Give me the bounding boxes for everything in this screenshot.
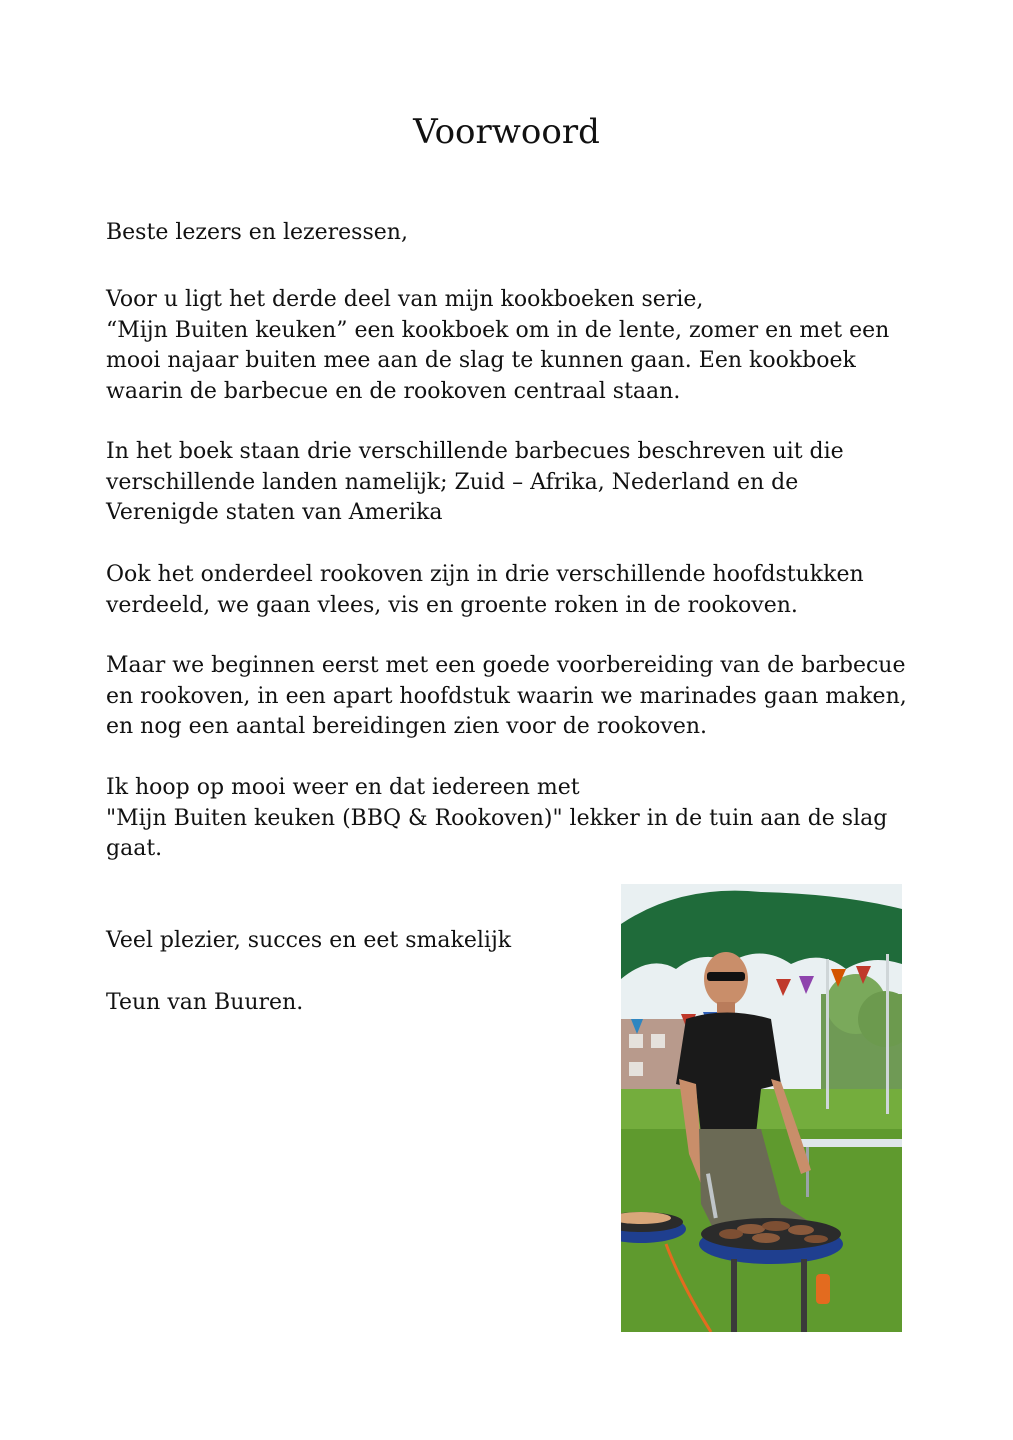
paragraph-4 (106, 651, 936, 743)
paragraph-3 (106, 560, 936, 621)
paragraph-line: verschillende landen namelijk; Zuid – Afrika, Nederland en de (106, 469, 799, 495)
paragraph-line: mooi najaar buiten mee aan de slag te kunnen gaan. Een kookboek (106, 348, 856, 373)
paragraph-line: “Mijn Buiten keuken” een kookboek om in de lente, zomer en met een (106, 317, 890, 343)
paragraph-line: "Mijn Buiten keuken (BBQ & Rookoven)" lekker in de tuin aan de slag (106, 805, 888, 831)
photo-illustration (621, 884, 902, 1332)
paragraph-line: Maar we beginnen eerst met een goede voorbereiding van de barbecue (106, 653, 906, 678)
paragraph-line: en nog een aantal bereidingen zien voor de rookoven. (106, 714, 708, 739)
photo-man-at-barbecue (621, 884, 902, 1332)
page-title: Voorwoord (413, 112, 600, 152)
signature: Teun van Buuren. (106, 990, 304, 1015)
paragraph-line: verdeeld, we gaan vlees, vis en groente roken in de rookoven. (106, 592, 798, 618)
paragraph-5 (106, 773, 936, 865)
closing-line: Veel plezier, succes en eet smakelijk (106, 928, 512, 953)
paragraph-line: gaat. (106, 836, 163, 861)
salutation: Beste lezers en lezeressen, (106, 220, 408, 245)
paragraph-line: Verenigde staten van Amerika (106, 500, 443, 525)
paragraph-line: waarin de barbecue en de rookoven centraal staan. (106, 378, 681, 404)
paragraph-line: Ik hoop op mooi weer en dat iedereen met (106, 775, 580, 800)
paragraph-line: In het boek staan drie verschillende barbecues beschreven uit die (106, 439, 844, 464)
paragraph-2 (106, 437, 936, 529)
paragraph-line: Ook het onderdeel rookoven zijn in drie verschillende hoofdstukken (106, 562, 864, 587)
paragraph-line: en rookoven, in een apart hoofdstuk waarin we marinades gaan maken, (106, 683, 907, 709)
paragraph-1 (106, 285, 936, 407)
paragraph-line: Voor u ligt het derde deel van mijn kookboeken serie, (106, 287, 704, 312)
